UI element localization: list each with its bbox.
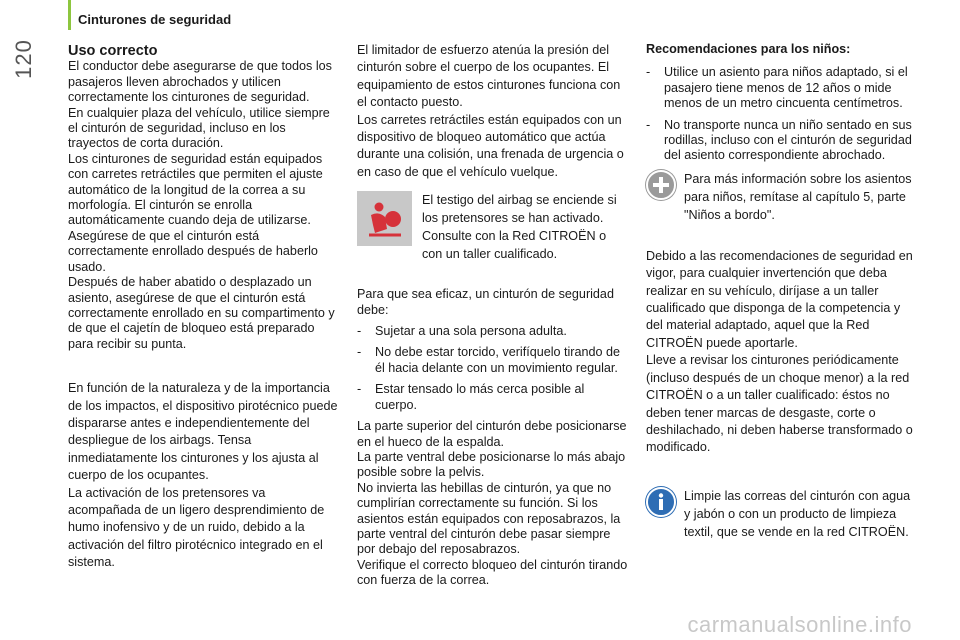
paragraph: Los carretes retráctiles están equipados con un dispositivo de bloqueo automático que actúa durante una colisión, una frenada de urgencia o en caso de que el vehículo vuelque. xyxy=(357,112,624,179)
paragraph: Los cinturones de seguridad están equipados con carretes retráctiles que permiten el ajuste automático de la longitud de la correa a su morfología. El cinturón se enrolla automáticamente cuando deja de utilizarse. xyxy=(68,151,323,228)
info-icon xyxy=(646,487,676,517)
plus-note xyxy=(646,170,914,224)
list-item: - Utilice un asiento para niños adaptado, si el pasajero tiene menos de 12 años o mide menos de un metro cincuenta centímetros. xyxy=(646,65,914,111)
section-title: Uso correcto xyxy=(68,43,158,59)
paragraph: La activación de los pretensores va acompañada de un ligero desprendimiento de humo inofensivo y de un ruido, debido a la activación del filtro pirotécnico integrado en el sistema. xyxy=(68,485,325,570)
page-number: 120 xyxy=(11,39,36,79)
list-item: - No debe estar torcido, verifíquelo tirando de él hacia delante con un movimiento regular. xyxy=(357,345,629,376)
paragraph: El conductor debe asegurarse de que todos los pasajeros lleven abrochados y utilicen correctamente los cinturones de seguridad. xyxy=(68,59,332,105)
column-1 xyxy=(68,44,340,572)
requirements-list xyxy=(357,324,629,413)
info-note-text: Limpie las correas del cinturón con agua y jabón o con un producto de limpieza textil, que se vende en la red CITROËN. xyxy=(684,488,911,539)
list-item: - Sujetar a una sola persona adulta. xyxy=(357,324,629,339)
children-list xyxy=(646,65,914,163)
plus-icon xyxy=(646,170,676,200)
plus-note-text: Para más información sobre los asientos para niños, remítase al capítulo 5, parte "Niños a bordo". xyxy=(684,171,912,222)
paragraph: Verifique el correcto bloqueo del cinturón tirando con fuerza de la correa. xyxy=(357,557,628,588)
info-note xyxy=(646,487,914,541)
paragraph: Para que sea eficaz, un cinturón de seguridad debe: xyxy=(357,287,614,317)
watermark: carmanualsonline.info xyxy=(687,612,912,637)
section-accent-bar xyxy=(68,0,71,30)
paragraph: La parte ventral debe posicionarse lo más abajo posible sobre la pelvis. xyxy=(357,449,626,480)
paragraph: En cualquier plaza del vehículo, utilice siempre el cinturón de seguridad, incluso en los trayectos de corta duración. xyxy=(68,105,330,151)
paragraph: No invierta las hebillas de cinturón, ya que no cumplirían correctamente su función. Si los asientos están equipados con reposabrazos, la parte ventral del cinturón debe pasar siempre por debajo del reposabrazos. xyxy=(357,480,621,557)
airbag-note xyxy=(357,191,629,263)
paragraph: Después de haber abatido o desplazado un asiento, asegúrese de que el cinturón está correctamente enrollado en su compartimento y de que el cajetín de bloqueo está preparado para recibir su punta. xyxy=(68,275,335,351)
list-item: - No transporte nunca un niño sentado en sus rodillas, incluso con el cinturón de seguridad del asiento correspondiente abrochado. xyxy=(646,118,914,164)
column-2 xyxy=(357,42,629,589)
paragraph: Lleve a revisar los cinturones periódicamente (incluso después de un choque menor) a la red CITROËN o a un taller cualificado: éstos no deben tener marcas de desgaste, corte o deshilachado, ni deben haberse transformado o modificado. xyxy=(646,353,913,455)
airbag-warning-icon xyxy=(357,191,412,246)
children-heading: Recomendaciones para los niños: xyxy=(646,42,851,56)
paragraph: Asegúrese de que el cinturón está correctamente enrollado después de haberlo usado. xyxy=(68,228,318,274)
paragraph: Debido a las recomendaciones de seguridad en vigor, para cualquier invertención que deba realizar en su vehículo, diríjase a un taller cualificado que disponga de la competencia y del material adaptado, aquel que la Red CITROËN puede aportarle. xyxy=(646,248,913,350)
list-item: - Estar tensado lo más cerca posible al cuerpo. xyxy=(357,382,629,413)
paragraph: En función de la naturaleza y de la importancia de los impactos, el dispositivo pirotécnico puede dispararse antes e independientemente del despliegue de los airbags. Tensa inmediatamente los cinturones y los ajusta al cuerpo de los ocupantes. xyxy=(68,381,338,483)
paragraph: El limitador de esfuerzo atenúa la presión del cinturón sobre el cuerpo de los ocupantes. El equipamiento de estos cinturones funciona con el contacto puesto. xyxy=(357,43,621,110)
airbag-note-text: El testigo del airbag se enciende si los pretensores se han activado. Consulte con la Red CITROËN o con un taller cualificado. xyxy=(422,193,617,262)
section-header: Cinturones de seguridad xyxy=(78,12,232,27)
column-3 xyxy=(646,42,914,565)
paragraph: La parte superior del cinturón debe posicionarse en el hueco de la espalda. xyxy=(357,419,627,449)
